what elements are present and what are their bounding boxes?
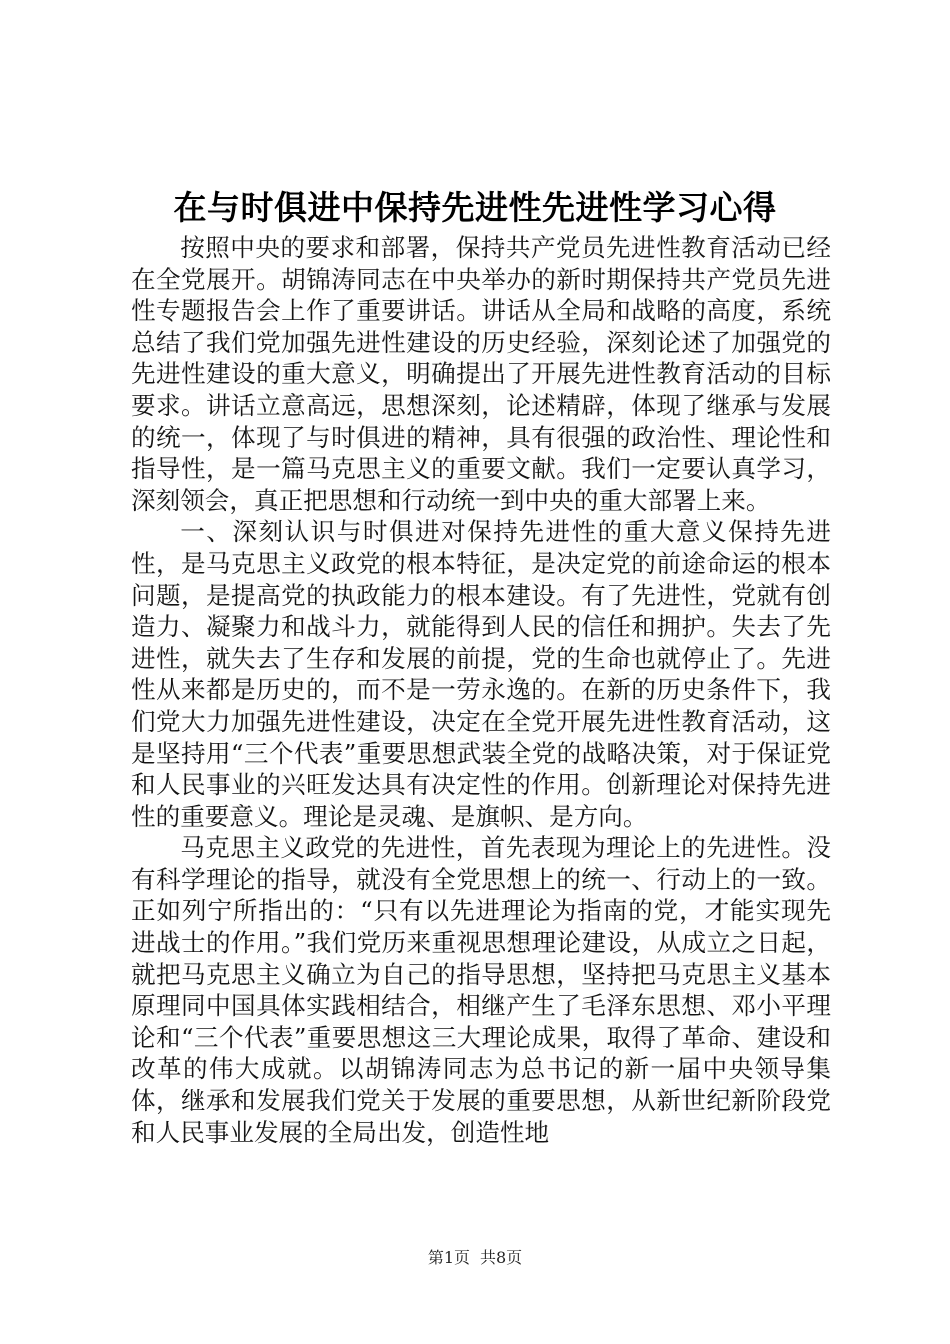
paragraph: 马克思主义政党的先进性，首先表现为理论上的先进性。没有科学理论的指导，就没有全党思想上的统一、行动上的一致。正如列宁所指出的：“只有以先进理论为指南的党，才能实现先进战士的作用。”我们党历来重视思想理论建设，从成立之日起，就把马克思主义确立为自己的指导思想，坚持把马克思主义基本原理同中国具体实践相结合，相继产生了毛泽东思想、邓小平理论和“三个代表”重要思想这三大理论成果，取得了革命、建设和改革的伟大成就。以胡锦涛同志为总书记的新一届中央领导集体，继承和发展我们党关于发展的重要思想，从新世纪新阶段党和人民事业发展的全局出发，创造性地 bbox=[131, 833, 831, 1147]
page-number: 第1页 bbox=[427, 1248, 470, 1267]
document-body bbox=[131, 232, 831, 1148]
paragraph: 一、深刻认识与时俱进对保持先进性的重大意义保持先进性，是马克思主义政党的根本特征，是决定党的前途命运的根本问题，是提高党的执政能力的根本建设。有了先进性，党就有创造力、凝聚力和战斗力，就能得到人民的信任和拥护。失去了先进性，就失去了生存和发展的前提，党的生命也就停止了。先进性从来都是历史的，而不是一劳永逸的。在新的历史条件下，我们党大力加强先进性建设，决定在全党开展先进性教育活动，这是坚持用“三个代表”重要思想武装全党的战略决策，对于保证党和人民事业的兴旺发达具有决定性的作用。创新理论对保持先进性的重要意义。理论是灵魂、是旗帜、是方向。 bbox=[131, 517, 831, 831]
document-title: 在与时俱进中保持先进性先进性学习心得 bbox=[173, 188, 777, 227]
paragraph: 按照中央的要求和部署，保持共产党员先进性教育活动已经在全党展开。胡锦涛同志在中央举办的新时期保持共产党员先进性专题报告会上作了重要讲话。讲话从全局和战略的高度，系统总结了我们党加强先进性建设的历史经验，深刻论述了加强党的先进性建设的重大意义，明确提出了开展先进性教育活动的目标要求。讲话立意高远，思想深刻，论述精辟，体现了继承与发展的统一，体现了与时俱进的精神，具有很强的政治性、理论性和指导性，是一篇马克思主义的重要文献。我们一定要认真学习，深刻领会，真正把思想和行动统一到中央的重大部署上来。 bbox=[131, 233, 831, 515]
page-total: 共8页 bbox=[480, 1248, 523, 1267]
page-footer bbox=[0, 1248, 950, 1268]
